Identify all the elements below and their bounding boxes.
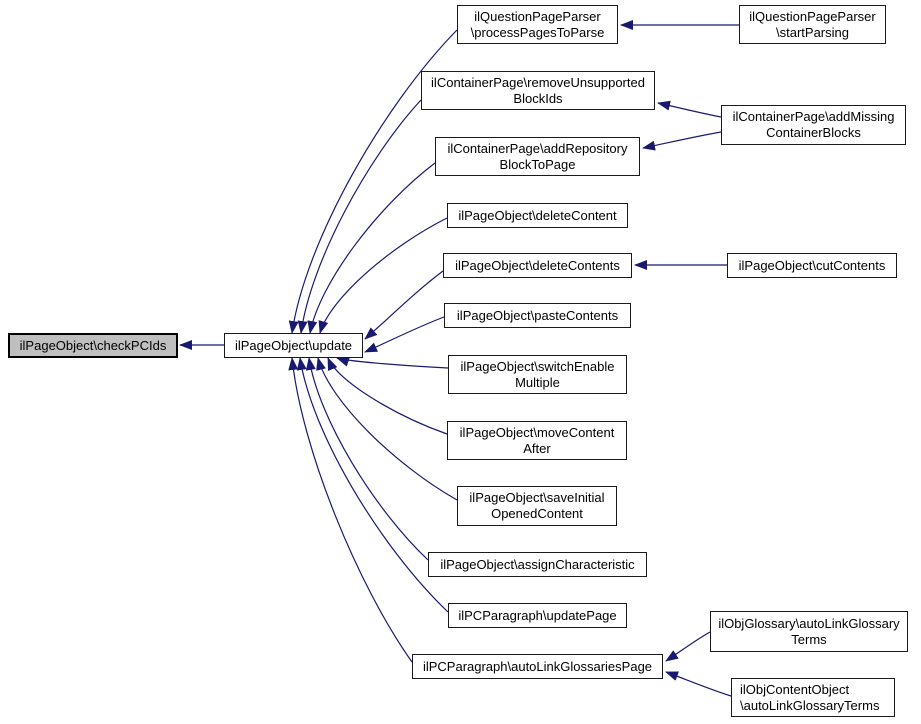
node-label-line: BlockToPage	[499, 156, 576, 172]
node-removeUnsupportedBlockIds[interactable]	[421, 71, 655, 110]
node-label-line: ContainerBlocks	[766, 125, 861, 140]
node-label-line: ilPageObject\checkPCIds	[19, 337, 167, 353]
edge-deleteContents-to-update	[365, 271, 443, 339]
node-label-line: ilQuestionPageParser	[749, 8, 876, 24]
node-label-line: ilObjContentObject	[740, 681, 850, 697]
node-label-line: \autoLinkGlossaryTerms	[740, 697, 880, 713]
node-label-line: ilPageObject\saveInitial	[469, 490, 605, 505]
edge-assignCharacteristic-to-update	[309, 358, 428, 560]
node-startParsing[interactable]	[739, 5, 886, 44]
node-label-line: ilObjGlossary\autoLinkGlossary	[718, 615, 900, 631]
node-label-line: ilPageObject\moveContent	[459, 424, 615, 440]
node-label-line: ilPageObject\deleteContents	[455, 257, 620, 273]
node-switchEnableMultiple[interactable]	[448, 355, 627, 394]
edge-switchEnableMultiple-to-update	[337, 358, 448, 368]
edge-deleteContent-to-update	[320, 218, 447, 333]
node-checkPCIds	[8, 333, 178, 358]
node-label-line: ilContainerPage\addMissing	[732, 109, 895, 124]
node-label-line: ilQuestionPageParser	[474, 8, 601, 24]
edge-addMissingContainerBlocks-to-removeUnsupportedBlockIds	[658, 103, 721, 117]
node-label-line: BlockIds	[513, 90, 563, 106]
node-label-line: ilPageObject\assignCharacteristic	[440, 556, 635, 572]
node-moveContentAfter[interactable]	[447, 421, 627, 460]
node-label-line: ilPageObject\pasteContents	[456, 307, 619, 323]
edge-updatePage-to-update	[300, 358, 448, 612]
node-deleteContent[interactable]	[447, 203, 628, 228]
node-label-line: ilContainerPage\addRepository	[447, 140, 628, 156]
node-pasteContents[interactable]	[444, 303, 631, 328]
node-label-line: OpenedContent	[491, 506, 583, 521]
node-assignCharacteristic[interactable]	[428, 552, 647, 577]
node-saveInitialOpenedContent[interactable]	[457, 486, 617, 526]
edge-removeUnsupportedBlockIds-to-update	[301, 100, 421, 333]
node-addMissingContainerBlocks[interactable]	[721, 105, 906, 145]
node-label-line: ilPageObject\switchEnable	[460, 358, 615, 374]
node-label-line: ilPageObject\deleteContent	[458, 207, 617, 223]
node-label-line: After	[523, 440, 551, 456]
edge-contentObjectAutoLinkTerms-to-autoLinkGlossariesPage	[666, 672, 731, 696]
edge-pasteContents-to-update	[365, 317, 444, 352]
node-label-line: ilContainerPage\removeUnsupported	[431, 74, 645, 90]
node-contentObjectAutoLinkTerms[interactable]	[731, 678, 895, 717]
node-glossaryAutoLinkTerms[interactable]	[710, 611, 908, 652]
node-label-line: ilPCParagraph\updatePage	[458, 607, 617, 623]
node-cutContents[interactable]	[727, 253, 897, 278]
edge-autoLinkGlossariesPage-to-update	[292, 358, 412, 662]
edge-glossaryAutoLinkTerms-to-autoLinkGlossariesPage	[666, 632, 710, 661]
node-processPagesToParse[interactable]	[457, 5, 618, 44]
node-updatePage[interactable]	[448, 603, 627, 628]
node-deleteContents[interactable]	[443, 253, 632, 278]
edge-saveInitialOpenedContent-to-update	[318, 358, 457, 500]
node-label-line: \startParsing	[776, 24, 849, 40]
node-label-line: \processPagesToParse	[470, 24, 605, 40]
node-label-line: ilPCParagraph\autoLinkGlossariesPage	[422, 658, 653, 674]
edge-addRepositoryBlockToPage-to-update	[310, 163, 435, 333]
node-autoLinkGlossariesPage[interactable]	[412, 654, 663, 679]
edge-addMissingContainerBlocks-to-addRepositoryBlockToPage	[643, 132, 721, 148]
node-label-line: Multiple	[515, 374, 560, 390]
node-addRepositoryBlockToPage[interactable]	[435, 137, 640, 176]
edge-moveContentAfter-to-update	[328, 358, 447, 434]
node-update[interactable]	[224, 333, 363, 358]
node-label-line: Terms	[791, 631, 827, 647]
node-label-line: ilPageObject\cutContents	[738, 257, 886, 273]
node-label-line: ilPageObject\update	[234, 337, 353, 353]
